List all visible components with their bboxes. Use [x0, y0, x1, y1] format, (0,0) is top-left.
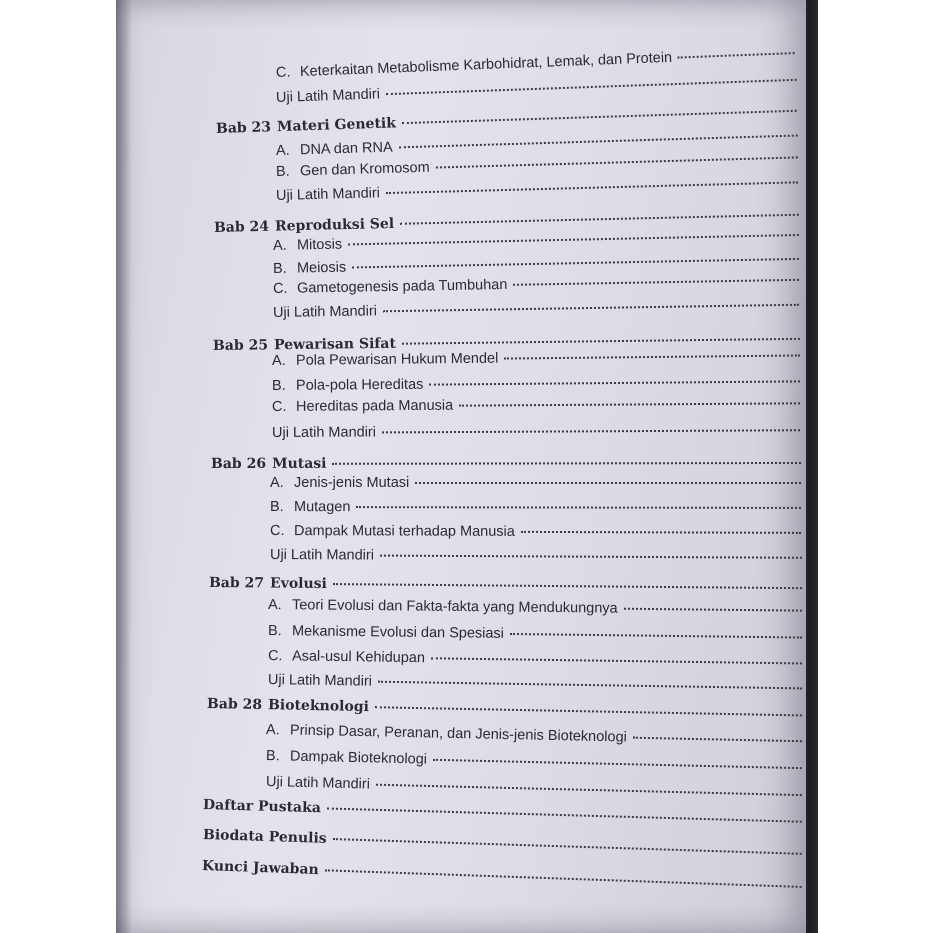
chapter-number: Bab 28	[206, 696, 263, 714]
dot-leader	[383, 303, 799, 313]
toc-entry-label: Hereditas pada Manusia	[295, 397, 454, 415]
toc-item-row	[272, 373, 800, 394]
toc-item-row	[270, 499, 801, 516]
item-letter: A.	[265, 722, 280, 739]
dot-leader	[380, 554, 802, 559]
dot-leader	[399, 134, 798, 149]
toc-entry-label: Asal-usul Kehidupan	[291, 648, 426, 667]
dot-leader	[356, 505, 801, 509]
dot-leader	[431, 656, 802, 664]
toc-entry-label: Pewarisan Sifat	[273, 335, 397, 354]
toc-item-row	[266, 748, 802, 776]
dot-leader	[327, 806, 802, 822]
toc-sub-row	[273, 297, 799, 321]
toc-item-row	[268, 623, 802, 646]
toc-entry-label: Keterkaitan Metabolisme Karbohidrat, Lemak, dan Protein	[299, 49, 673, 81]
dot-leader	[352, 257, 799, 269]
dot-leader	[378, 680, 802, 690]
dot-leader	[348, 233, 799, 245]
toc-entry-label: Pola-pola Hereditas	[295, 376, 424, 394]
toc-entry-label: Uji Latih Mandiri	[275, 185, 381, 204]
toc-sub-row	[266, 774, 802, 803]
item-letter: C.	[271, 398, 287, 415]
dot-leader	[459, 401, 800, 406]
toc-entry-label: Evolusi	[269, 575, 327, 593]
toc-tail-row	[202, 858, 802, 895]
item-letter: C.	[267, 648, 283, 665]
toc-entry-label: Teori Evolusi dan Fakta-fakta yang Mendukungnya	[291, 597, 618, 617]
dot-leader	[375, 705, 802, 716]
dot-leader	[436, 155, 798, 168]
toc-item-row	[273, 272, 799, 297]
toc-entry-label: Gen dan Kromosom	[299, 159, 430, 180]
toc-entry-label: Reproduksi Sel	[274, 215, 395, 235]
toc-chapter-row	[211, 455, 801, 472]
toc-item-row	[272, 395, 800, 415]
item-letter: A.	[272, 237, 287, 254]
toc-tail-row	[203, 827, 802, 862]
toc-entry-label: Uji Latih Mandiri	[275, 86, 381, 106]
dot-leader	[400, 213, 799, 225]
toc-entry-label: Mutasi	[272, 455, 327, 472]
chapter-number: Bab 24	[213, 218, 270, 236]
toc-item-row	[268, 597, 802, 619]
item-letter: C.	[272, 280, 288, 297]
dot-leader	[382, 428, 800, 433]
dot-leader	[376, 783, 802, 796]
chapter-number: Bab 25	[212, 337, 269, 354]
chapter-number: Bab 23	[215, 119, 272, 137]
dot-leader	[633, 736, 802, 743]
toc-entry-label: Mekanisme Evolusi dan Spesiasi	[291, 623, 505, 642]
dot-leader	[386, 78, 797, 95]
toc-entry-label: Prinsip Dasar, Peranan, dan Jenis-jenis Bioteknologi	[289, 722, 628, 746]
item-letter: B.	[271, 377, 286, 394]
toc-sub-row	[272, 422, 800, 441]
item-letter: A.	[271, 352, 286, 369]
dot-leader	[429, 379, 800, 385]
dot-leader	[402, 337, 800, 345]
toc-entry-label: Jenis-jenis Mutasi	[294, 475, 410, 491]
toc-entry-label: Kunci Jawaban	[201, 858, 320, 879]
dot-leader	[325, 868, 802, 888]
toc-entry-label: Mitosis	[296, 236, 343, 254]
dot-leader	[332, 461, 801, 465]
toc-item-row	[266, 722, 802, 749]
toc-entry-label: Dampak Mutasi terhadap Manusia	[293, 523, 515, 540]
toc-entry-label: DNA dan RNA	[299, 139, 393, 159]
toc-sub-row	[270, 547, 802, 566]
item-letter: B.	[272, 260, 287, 277]
item-letter: B.	[275, 163, 290, 180]
dot-leader	[333, 582, 802, 589]
dot-leader	[415, 481, 801, 484]
toc-entry-label: Meiosis	[296, 259, 347, 277]
toc-entry-label: Pola Pewarisan Hukum Mendel	[295, 350, 499, 369]
dot-leader	[510, 632, 802, 639]
toc-chapter-row	[209, 575, 802, 596]
toc-item-row	[270, 475, 801, 491]
toc-chapter-row	[207, 696, 802, 723]
dot-leader	[504, 353, 800, 359]
dot-leader	[513, 278, 799, 286]
item-letter: C.	[275, 64, 291, 81]
item-letter: C.	[269, 523, 285, 540]
dot-leader	[521, 530, 801, 534]
chapter-number: Bab 27	[208, 575, 265, 592]
toc-entry-label: Uji Latih Mandiri	[272, 303, 378, 321]
dot-leader	[386, 180, 798, 194]
toc-tail-row	[203, 797, 802, 830]
toc-item-row	[268, 648, 802, 671]
chapter-number: Bab 26	[210, 455, 267, 472]
toc-entry-label: Biodata Penulis	[202, 827, 327, 847]
item-letter: B.	[267, 623, 282, 640]
toc-entry-label: Uji Latih Mandiri	[267, 672, 373, 690]
dot-leader	[678, 51, 795, 58]
toc-entry-label: Bioteknologi	[267, 697, 370, 716]
toc-entry-label: Mutagen	[293, 499, 351, 516]
toc-entry-label: Uji Latih Mandiri	[269, 547, 375, 564]
toc-entry-label: Uji Latih Mandiri	[271, 424, 377, 441]
toc-sub-row	[268, 672, 802, 696]
toc-entry-label: Uji Latih Mandiri	[265, 774, 371, 793]
item-letter: B.	[265, 748, 280, 765]
item-letter: A.	[267, 597, 282, 614]
toc-entry-label: Gametogenesis pada Tumbuhan	[296, 276, 508, 297]
dot-leader	[402, 109, 797, 124]
item-letter: B.	[269, 499, 284, 516]
item-letter: A.	[270, 475, 284, 491]
toc-entry-label: Dampak Bioteknologi	[289, 748, 428, 768]
dot-leader	[624, 607, 802, 612]
toc-sub-row	[276, 174, 798, 204]
toc-item-row	[270, 523, 801, 541]
item-letter: A.	[275, 142, 290, 159]
dot-leader	[433, 758, 802, 769]
toc-entry-label: Daftar Pustaka	[202, 797, 322, 817]
dot-leader	[333, 837, 802, 855]
toc-entry-label: Materi Genetik	[276, 115, 397, 136]
